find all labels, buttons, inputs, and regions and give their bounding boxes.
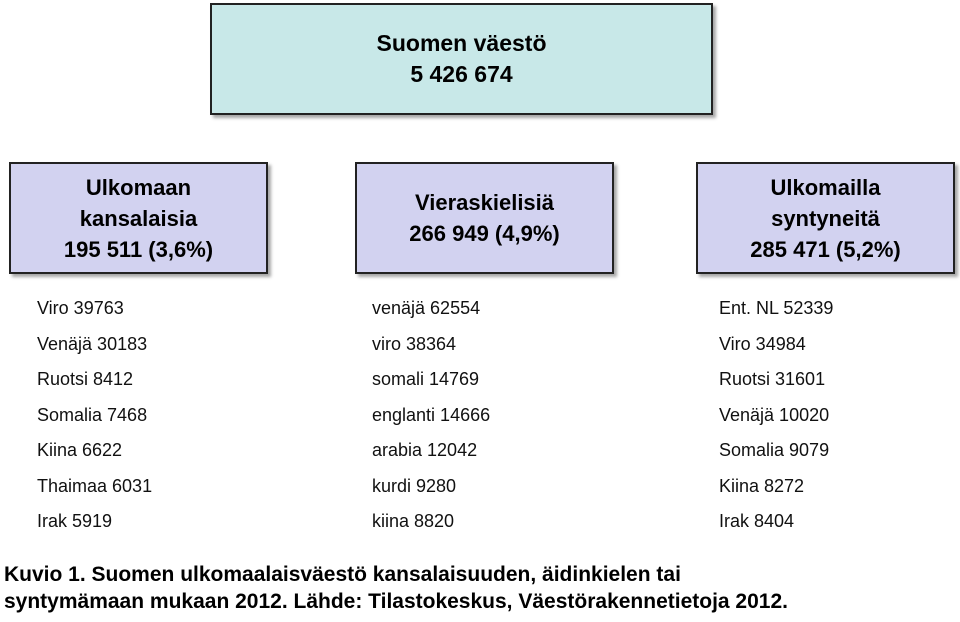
list-item: Viro 39763 (37, 298, 124, 318)
foreign-born-value: 285 471 (5,2%) (750, 236, 901, 262)
caption-line-1: Kuvio 1. Suomen ulkomaalaisväestö kansalaisuuden, äidinkielen tai (4, 563, 681, 586)
list-item: somali 14769 (372, 369, 480, 389)
foreign-citizens-label-1: Ulkomaan (85, 174, 192, 200)
language-list (372, 296, 490, 545)
foreign-born-label-2: syntyneitä (771, 205, 880, 231)
list-item: Ent. NL 52339 (719, 298, 834, 318)
foreign-language-box (355, 162, 614, 274)
list-item: englanti 14666 (372, 404, 491, 425)
foreign-citizens-value: 195 511 (3,6%) (63, 236, 214, 262)
list-item: Irak 8404 (719, 511, 795, 531)
foreign-citizens-label-2: kansalaisia (79, 205, 198, 231)
figure-caption (4, 561, 956, 615)
list-item: Kiina 8272 (719, 475, 805, 496)
list-item: Venäjä 30183 (37, 333, 148, 354)
foreign-citizens-box (9, 162, 268, 274)
total-population-value: 5 426 674 (410, 61, 513, 87)
foreign-language-value: 266 949 (4,9%) (409, 221, 560, 246)
foreign-born-box (696, 162, 955, 274)
list-item: Somalia 7468 (37, 404, 148, 425)
list-item: viro 38364 (372, 333, 457, 354)
list-item: kurdi 9280 (372, 475, 457, 496)
foreign-born-label-1: Ulkomailla (770, 174, 881, 200)
birthplace-list (719, 296, 833, 545)
list-item: Ruotsi 8412 (37, 369, 134, 389)
citizenship-list (37, 296, 152, 545)
list-item: Viro 34984 (719, 333, 806, 354)
list-item: arabia 12042 (372, 440, 478, 460)
list-item: Kiina 6622 (37, 440, 123, 460)
list-item: kiina 8820 (372, 511, 455, 531)
list-item: Ruotsi 31601 (719, 369, 826, 389)
list-item: Somalia 9079 (719, 440, 830, 460)
caption-line-2: syntymämaan mukaan 2012. Lähde: Tilastokeskus, Väestörakennetietoja 2012. (4, 590, 788, 613)
foreign-language-label: Vieraskielisiä (414, 190, 555, 215)
list-item: venäjä 62554 (372, 298, 481, 318)
list-item: Thaimaa 6031 (37, 475, 153, 496)
total-population-box (210, 3, 713, 115)
list-item: Irak 5919 (37, 511, 113, 531)
list-item: Venäjä 10020 (719, 404, 830, 425)
total-population-title: Suomen väestö (376, 30, 547, 56)
